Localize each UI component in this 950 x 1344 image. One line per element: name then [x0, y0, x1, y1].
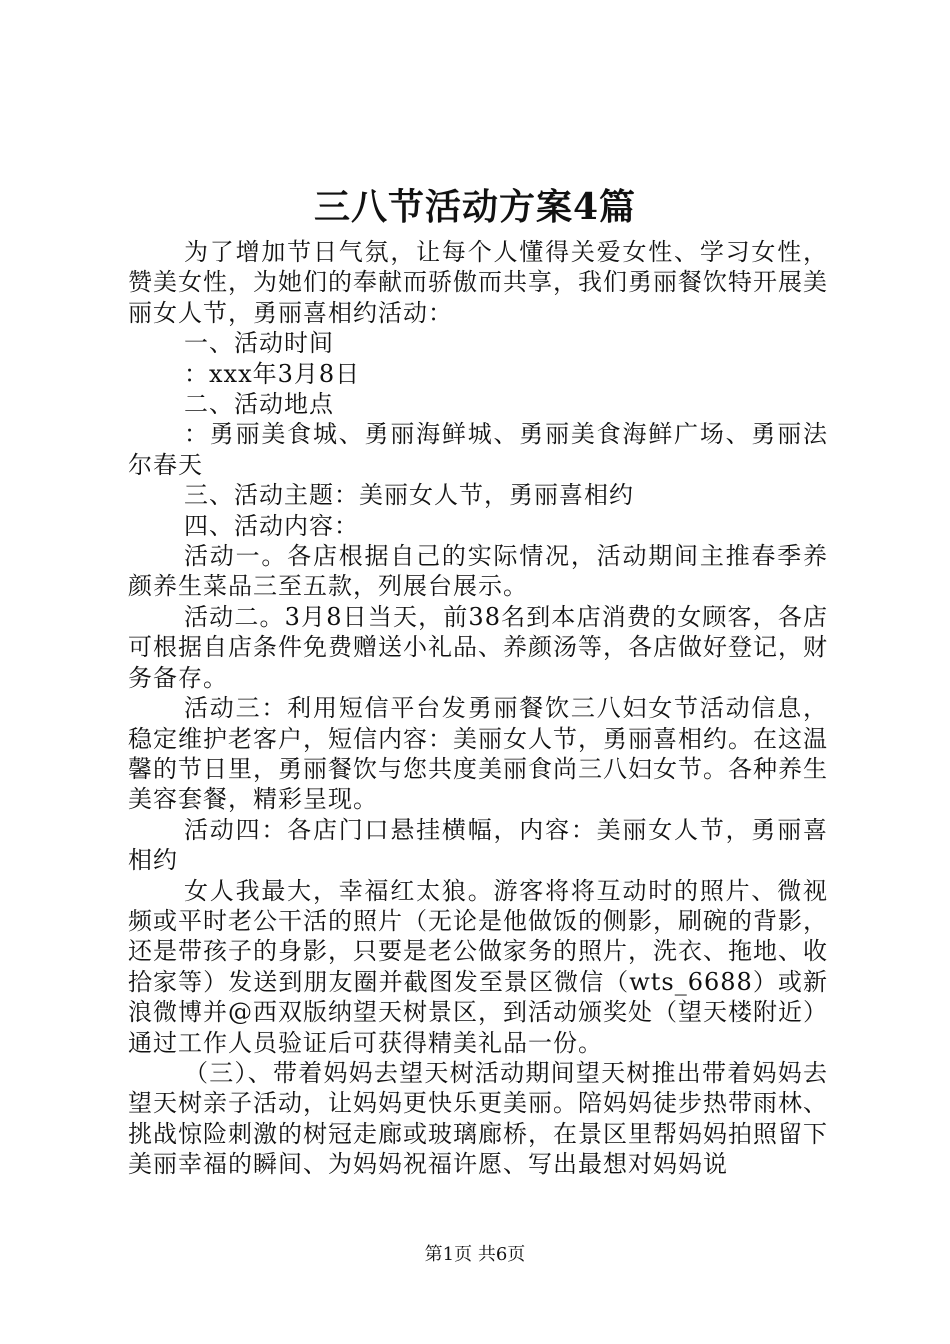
page-number-footer: 第1页 共6页	[424, 1244, 526, 1265]
photo-contest-paragraph: 女人我最大，幸福红太狼。游客将将互动时的照片、微视频或平时老公干活的照片（无论是他做饭的侧影，刷碗的背影，还是带孩子的身影，只要是老公做家务的照片，洗衣、拖地、收拾家等）发送到朋友圈并截图发至景区微信（wts_6688）或新浪微博并@西双版纳望天树景区，到活动颁奖处（望天楼附近）通过工作人员验证后可获得精美礼品一份。	[128, 876, 828, 1057]
activity-four-paragraph: 活动四：各店门口悬挂横幅，内容：美丽女人节，勇丽喜相约	[128, 815, 828, 875]
intro-paragraph: 为了增加节日气氛，让每个人懂得关爱女性、学习女性，赞美女性，为她们的奉献而骄傲而共享，我们勇丽餐饮特开展美丽女人节，勇丽喜相约活动：	[128, 238, 828, 327]
activity-three-paragraph: 活动三：利用短信平台发勇丽餐饮三八妇女节活动信息，稳定维护老客户，短信内容：美丽女人节，勇丽喜相约。在这温馨的节日里，勇丽餐饮与您共度美丽食尚三八妇女节。各种养生美容套餐，精彩呈现。	[128, 694, 828, 814]
activity-one-paragraph: 活动一。各店根据自己的实际情况，活动期间主推春季养颜养生菜品三至五款，列展台展示。	[128, 542, 828, 601]
section-heading-location: 二、活动地点	[184, 390, 334, 419]
section-heading-content: 四、活动内容：	[184, 511, 359, 540]
document-title: 三八节活动方案4篇	[313, 186, 637, 228]
activity-time-value: ：xxx年3月8日	[184, 359, 361, 388]
activity-two-paragraph: 活动二。3月8日当天，前38名到本店消费的女顾客，各店可根据自店条件免费赠送小礼品、养颜汤等，各店做好登记，财务备存。	[128, 602, 828, 692]
document-body	[128, 237, 828, 1180]
section-heading-theme: 三、活动主题：美丽女人节，勇丽喜相约	[184, 481, 634, 510]
activity-location-value: ：勇丽美食城、勇丽海鲜城、勇丽美食海鲜广场、勇丽法尔春天	[128, 420, 828, 479]
mother-activity-paragraph: （三）、带着妈妈去望天树活动期间望天树推出带着妈妈去望天树亲子活动，让妈妈更快乐更美丽。陪妈妈徒步热带雨林、挑战惊险刺激的树冠走廊或玻璃廊桥，在景区里帮妈妈拍照留下美丽幸福的瞬间、为妈妈祝福许愿、写出最想对妈妈说	[128, 1058, 828, 1179]
section-heading-time: 一、活动时间	[184, 329, 334, 358]
